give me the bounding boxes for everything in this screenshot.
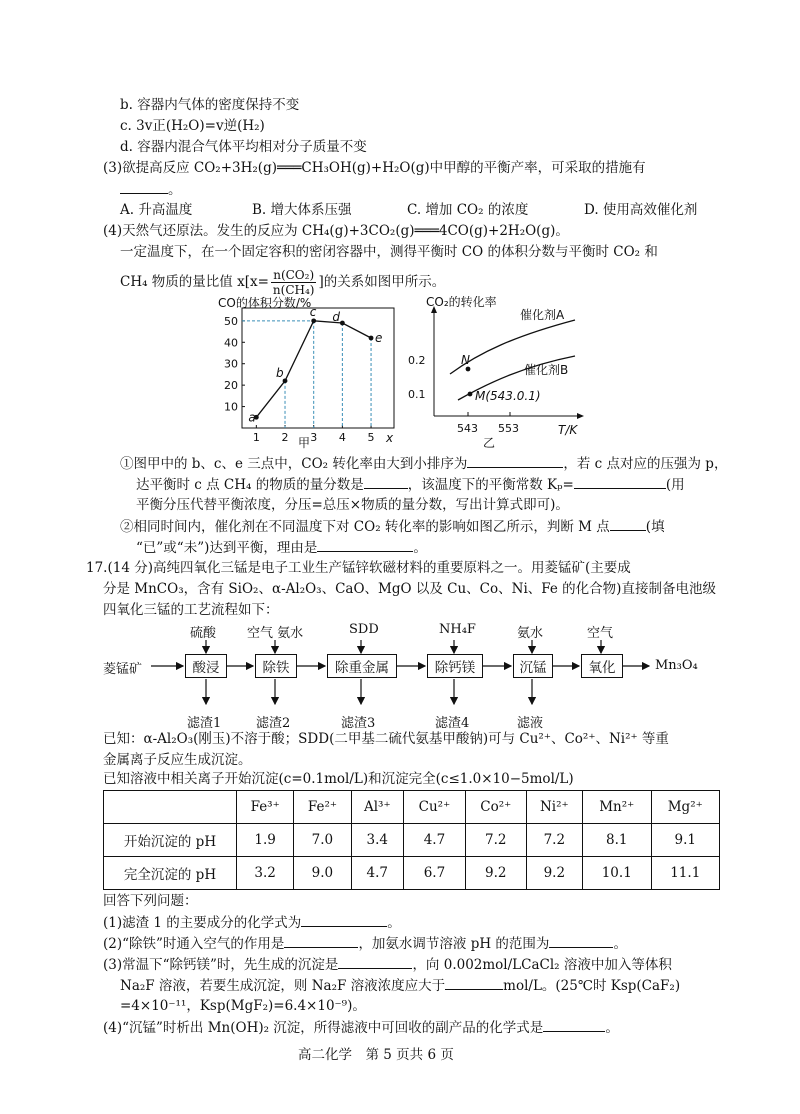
sub1-line3: 平衡分压代替平衡浓度，分压=总压×物质的量分数，写出计算式即可)。 — [136, 497, 569, 513]
table-row — [104, 824, 720, 857]
point-label-b: b — [276, 365, 284, 380]
step-remove-ca-mg: 除钙镁 — [427, 654, 483, 678]
q3-stem: (3)欲提高反应 CO₂+3H₂(g)═══CH₃OH(g)+H₂O(g)中甲醇的平衡产率，可采取的措施有 — [103, 160, 646, 176]
q17-1-blank[interactable] — [301, 913, 387, 927]
y-tick-0-2: 0.2 — [408, 354, 426, 367]
option-c: c. 3v正(H₂O)=v逆(H₂) — [120, 118, 265, 134]
step-oxidize: 氧化 — [581, 654, 623, 678]
q17-2: (2)“除铁”时通入空气的作用是 ，加氨水调节溶液 pH 的范围为 。 — [103, 936, 627, 952]
option-b: b. 容器内气体的密度保持不变 — [120, 97, 300, 113]
catalyst-b-label: 催化剂B — [524, 363, 569, 377]
ion-mg2: Mg²⁺ — [651, 791, 720, 824]
known-1: 已知：α-Al₂O₃(刚玉)不溶于酸；SDD(二甲基二硫代氨基甲酸钠)可与 Cu²⁺、Co²⁺、Ni²⁺ 等重 — [103, 731, 669, 747]
x-tick-label: 1 — [252, 431, 260, 444]
row-label-start: 开始沉淀的 pH — [104, 824, 237, 857]
process-flow — [103, 622, 715, 732]
cell: 4.7 — [404, 824, 466, 857]
point-e — [369, 336, 374, 341]
q17-intro-3: 四氧化三锰的工艺流程如下： — [103, 602, 279, 618]
sub1-line2: 达平衡时 c 点 CH₄ 的物质的量分数是 ，该温度下的平衡常数 Kₚ= (用 — [136, 477, 685, 493]
sub1-order-blank[interactable] — [467, 454, 563, 468]
cell: 4.7 — [351, 857, 403, 890]
ion-fe3: Fe³⁺ — [237, 791, 294, 824]
cell: 11.1 — [651, 857, 720, 890]
q17-1: (1)滤渣 1 的主要成分的化学式为 。 — [103, 915, 401, 931]
reagent-air-ammonia: 空气 氨水 — [247, 626, 304, 641]
residue-4: 滤渣4 — [435, 716, 470, 731]
flow-input-label: 菱锰矿 — [103, 662, 143, 677]
q17-3-blank-b[interactable] — [445, 976, 503, 990]
x-tick-label: 5 — [367, 431, 375, 444]
ion-al3: Al³⁺ — [351, 791, 403, 824]
sub1-fraction-blank[interactable] — [364, 475, 408, 489]
chart-jia-ylabel: CO的体积分数/% — [218, 296, 312, 310]
q4-condition: 一定温度下，在一个固定容积的密闭容器中，测得平衡时 CO 的体积分数与平衡时 CO₂ 和 — [120, 244, 658, 260]
ph-table — [103, 790, 720, 890]
cell: 3.4 — [351, 824, 403, 857]
cell: 9.2 — [465, 857, 526, 890]
q17-4-blank[interactable] — [543, 1018, 605, 1032]
x-tick-label-543: 543 — [457, 422, 478, 435]
point-label-a: a — [248, 410, 256, 425]
ion-co2: Co²⁺ — [465, 791, 526, 824]
chart-yi-ylabel: CO₂的转化率 — [426, 296, 497, 309]
row-label-complete: 完全沉淀的 pH — [104, 857, 237, 890]
reagent-air: 空气 — [587, 626, 614, 641]
residue-2: 滤渣2 — [256, 716, 291, 731]
q17-3-blank-a[interactable] — [338, 955, 412, 969]
q3-option-c: C. 增加 CO₂ 的浓度 — [407, 202, 529, 218]
q3-option-b: B. 增大体系压强 — [252, 202, 352, 218]
q17-4: (4)“沉锰”时析出 Mn(OH)₂ 沉淀，所得滤液中可回收的副产品的化学式是 。 — [103, 1020, 619, 1036]
page-footer: 高二化学 第 5 页共 6 页 — [298, 1047, 454, 1063]
table-corner — [104, 791, 237, 824]
y-tick-label: 40 — [224, 336, 238, 350]
x-tick-label: 4 — [338, 431, 346, 444]
chart-yi-xlabel: T/K — [558, 423, 578, 437]
reagent-sulfuric-acid: 硫酸 — [190, 626, 217, 641]
step-acid-leach: 酸浸 — [185, 654, 227, 678]
ion-mn2: Mn²⁺ — [583, 791, 652, 824]
sub2-reason-blank[interactable] — [317, 538, 413, 552]
q17-intro-1: 17.(14 分)高纯四氧化三锰是电子工业生产锰锌软磁材料的重要原料之一。用菱锰矿(主要成 — [86, 560, 631, 576]
point-m-label: M(543.0.1) — [475, 389, 541, 403]
y-tick-label: 50 — [224, 314, 238, 328]
x-tick-label-553: 553 — [498, 422, 519, 435]
flow-output-label: Mn₃O₄ — [655, 658, 698, 673]
point-m — [468, 392, 473, 397]
y-tick-label: 30 — [224, 357, 238, 371]
chart-yi — [400, 296, 590, 446]
step-remove-heavy-metal: 除重金属 — [327, 654, 397, 678]
sub1-kp-blank[interactable] — [574, 475, 666, 489]
ion-cu2: Cu²⁺ — [404, 791, 466, 824]
cell: 9.2 — [526, 857, 582, 890]
sub1-line1: ①图甲中的 b、c、e 三点中，CO₂ 转化率由大到小排序为 ，若 c 点对应的压强为 p， — [120, 456, 728, 472]
answer-intro: 回答下列问题： — [103, 893, 198, 909]
chart-yi-x-arrow — [577, 413, 584, 419]
ph-table-header — [104, 791, 720, 824]
cell: 10.1 — [583, 857, 652, 890]
x-tick-label: 3 — [310, 431, 318, 444]
step-remove-iron: 除铁 — [255, 654, 297, 678]
catalyst-a-label: 催化剂A — [520, 308, 565, 322]
sub2-line1: ②相同时间内，催化剂在不同温度下对 CO₂ 转化率的影响如图乙所示，判断 M 点 (填 — [120, 519, 665, 535]
y-tick-label: 20 — [224, 379, 238, 393]
residue-3: 滤渣3 — [341, 716, 376, 731]
q3-answer-line: 。 — [120, 180, 182, 199]
point-label-e: e — [375, 331, 383, 345]
q17-3-line1: (3)常温下“除钙镁”时，先生成的沉淀是 ，向 0.002mol/LCaCl₂ 溶液中加入等体积 — [103, 957, 672, 973]
table-row — [104, 857, 720, 890]
sub2-m-blank[interactable] — [610, 517, 646, 531]
y-tick-label: 10 — [224, 400, 238, 414]
q3-option-a: A. 升高温度 — [120, 202, 193, 218]
q17-3-line3: =4×10⁻¹¹，Ksp(MgF₂)=6.4×10⁻⁹)。 — [120, 998, 366, 1014]
reagent-sdd: SDD — [349, 622, 379, 637]
cell: 8.1 — [583, 824, 652, 857]
q4-ratio-def: CH₄ 物质的量比值 x[x= $\frac{\text{n(CO₂)}}{\text{n(CH₄)}}$ ]的关系如图甲所示。 — [120, 268, 446, 297]
chart-yi-caption: 乙 — [483, 436, 496, 450]
ion-ni2: Ni²⁺ — [526, 791, 582, 824]
sub2-line2: “已”或“未”)达到平衡，理由是 。 — [136, 540, 427, 556]
x-tick-label: 2 — [281, 431, 289, 444]
point-d — [340, 321, 345, 326]
cell: 9.1 — [651, 824, 720, 857]
q17-2-blank-a[interactable] — [284, 934, 358, 948]
q4-stem: (4)天然气还原法。发生的反应为 CH₄(g)+3CO₂(g)═══4CO(g)+2H₂O(g)。 — [103, 223, 569, 239]
ion-fe2: Fe²⁺ — [294, 791, 351, 824]
residue-1: 滤渣1 — [187, 716, 222, 731]
cell: 1.9 — [237, 824, 294, 857]
cell: 3.2 — [237, 857, 294, 890]
filtrate: 滤液 — [517, 716, 544, 731]
point-n-label: N — [461, 353, 470, 367]
q3-answer-blank[interactable] — [120, 180, 168, 194]
cell: 9.0 — [294, 857, 351, 890]
known-2: 金属离子反应生成沉淀。 — [103, 752, 252, 768]
cell: 7.2 — [526, 824, 582, 857]
step-precipitate-mn: 沉锰 — [513, 654, 553, 678]
cell: 7.2 — [465, 824, 526, 857]
point-c — [311, 318, 316, 323]
cell: 7.0 — [294, 824, 351, 857]
point-label-d: d — [332, 310, 341, 324]
chart-jia-caption: 甲 — [298, 436, 311, 450]
option-d: d. 容器内混合气体平均相对分子质量不变 — [120, 139, 367, 155]
q3-option-d: D. 使用高效催化剂 — [584, 202, 698, 218]
point-label-c: c — [309, 304, 317, 319]
reagent-ammonia: 氨水 — [517, 626, 544, 641]
fraction-denominator: n(CH₄) — [272, 283, 315, 297]
q17-2-blank-b[interactable] — [549, 934, 613, 948]
cell: 6.7 — [404, 857, 466, 890]
reagent-nh4f: NH₄F — [439, 622, 476, 637]
q17-intro-2: 分是 MnCO₃，含有 SiO₂、α-Al₂O₃、CaO、MgO 以及 Cu、Co、Ni、Fe 的化合物)直接制备电池级 — [103, 581, 716, 597]
chart-jia-xlabel: x — [386, 431, 394, 445]
point-n — [466, 367, 471, 372]
fraction-numerator: n(CO₂) — [271, 268, 317, 283]
q17-3-line2: Na₂F 溶液，若要生成沉淀，则 Na₂F 溶液浓度应大于 mol/L。(25℃时 Ksp(CaF₂) — [120, 978, 681, 994]
chart-jia — [214, 296, 404, 446]
known-3: 已知溶液中相关离子开始沉淀(c=0.1mol/L)和沉淀完全(c≤1.0×10−5mol/L) — [103, 771, 574, 787]
y-tick-0-1: 0.1 — [408, 388, 426, 401]
